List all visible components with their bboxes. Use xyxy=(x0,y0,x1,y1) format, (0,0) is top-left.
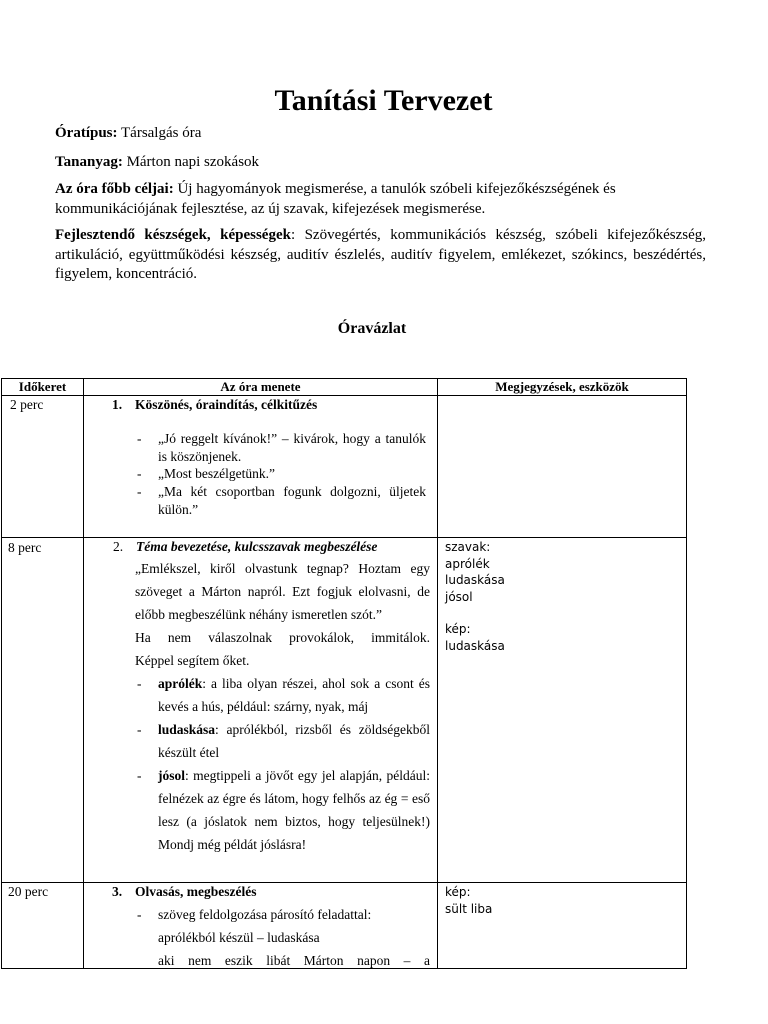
skills-value: : Szövegértés, kommunikációs készség, szóbeli kifejezőkészség, artikuláció, együttműködési készség, auditív észlelés, auditív figyelem, emlékezet, szókincs, beszédértés, figyelem, koncentráció. xyxy=(55,227,706,282)
goals-paragraph xyxy=(55,180,706,219)
matching-pair-line: aki nem eszik libát Márton napon – a xyxy=(158,952,430,968)
lesson-type-label: Óratípus: xyxy=(55,125,118,141)
vocabulary-label: szavak: xyxy=(445,540,491,554)
goals-label: Az óra főbb céljai: xyxy=(55,181,174,197)
vocabulary-word: jósol xyxy=(445,589,473,604)
step-number: 2. xyxy=(113,539,124,554)
procedure-cell xyxy=(84,883,438,968)
vocabulary-definition: : megtippeli a jövőt egy jel alapján, például: felnézek az égre és látom, hogy felhős az ég = eső lesz (a jóslatok nem biztos, hogy teljesülnek!) Mondj még példát jóslásra! xyxy=(158,768,430,852)
topic-label: Tananyag: xyxy=(55,154,123,170)
vocabulary-item xyxy=(137,672,430,718)
step-content xyxy=(135,557,430,856)
lesson-type-line xyxy=(55,124,706,144)
table-row xyxy=(2,883,687,969)
step-number: 1. xyxy=(112,397,123,412)
vocabulary-word: ludaskása xyxy=(445,573,505,587)
list-item-text: - szöveg feldolgozása párosító feladattal: xyxy=(158,906,372,922)
picture-item: sült liba xyxy=(445,901,493,916)
vocabulary-item xyxy=(137,764,430,856)
notes-content xyxy=(445,539,505,654)
skills-label: Fejlesztendő készségek, képességek xyxy=(55,227,291,243)
goals-value: Új hagyományok megismerése, a tanulók szóbeli kifejezőkészségének és kommunikációjának fejlesztése, az új szavak, kifejezések megismerése. xyxy=(55,181,616,217)
vocabulary-term: ludaskása xyxy=(158,722,216,737)
step-heading: Olvasás, megbeszélés xyxy=(135,884,257,899)
vocabulary-definition: : aprólékból, rizsből és zöldségekből készült étel xyxy=(158,722,430,760)
time-value: 8 perc xyxy=(8,540,42,555)
notes-cell xyxy=(438,396,687,537)
lesson-plan-table xyxy=(1,378,687,969)
topic-line xyxy=(55,153,706,173)
step-bullet-list xyxy=(137,430,426,519)
lesson-type-value: Társalgás óra xyxy=(121,125,202,141)
instruction-line: Képpel segítem őket. xyxy=(135,653,250,668)
document-title: Tanítási Tervezet xyxy=(274,84,493,117)
vocabulary-list xyxy=(137,672,430,856)
step-bullet-list xyxy=(137,903,430,969)
vocabulary-definition: : a liba olyan részei, ahol sok a csont és kevés a hús, például: szárny, nyak, máj xyxy=(158,676,430,714)
time-cell xyxy=(2,883,84,968)
list-item: - „Jó reggelt kívánok!” – kivárok, hogy a tanulók is köszönjenek. xyxy=(137,430,426,465)
vocabulary-item xyxy=(137,718,430,764)
column-header-procedure: Az óra menete xyxy=(84,379,438,395)
table-row xyxy=(2,538,687,883)
skills-paragraph xyxy=(55,226,706,285)
procedure-cell xyxy=(84,396,438,537)
teacher-instructions xyxy=(135,626,430,672)
time-cell xyxy=(2,396,84,537)
step-heading: Köszönés, óraindítás, célkitűzés xyxy=(135,397,318,412)
time-value: 20 perc xyxy=(8,884,49,899)
procedure-cell xyxy=(84,538,438,882)
step-number: 3. xyxy=(112,884,123,899)
table-header-row xyxy=(2,379,687,396)
notes-content xyxy=(445,884,492,917)
vocabulary-term: jósol xyxy=(158,768,185,783)
teacher-quote: „Emlékszel, kiről olvastunk tegnap? Hoztam egy szöveget a Márton napról. Ezt fogjuk elolvasni, de előbb megbeszélünk néhány ismeretlen szót.” xyxy=(135,561,430,622)
topic-value: Márton napi szokások xyxy=(126,154,260,170)
time-cell xyxy=(2,538,84,882)
picture-item: ludaskása xyxy=(445,638,505,653)
instruction-line: Ha nem válaszolnak provokálok, immitálok. xyxy=(135,630,430,645)
table-row xyxy=(2,396,687,538)
notes-cell xyxy=(438,538,687,882)
vocabulary-word: aprólék xyxy=(445,556,490,571)
outline-title: Óravázlat xyxy=(337,320,407,337)
matching-pair-line: aprólékból készül – ludaskása xyxy=(158,929,320,945)
list-item: - „Most beszélgetünk.” xyxy=(137,465,426,483)
column-header-time: Időkeret xyxy=(2,379,84,395)
list-item xyxy=(137,903,430,969)
step-heading: Téma bevezetése, kulcsszavak megbeszélése xyxy=(136,539,378,554)
notes-cell xyxy=(438,883,687,968)
time-value: 2 perc xyxy=(10,397,44,412)
vocabulary-term: aprólék xyxy=(158,676,203,691)
picture-label: kép: xyxy=(445,885,471,899)
picture-label: kép: xyxy=(445,622,471,636)
list-item: - „Ma két csoportban fogunk dolgozni, üljetek külön.” xyxy=(137,483,426,518)
column-header-notes: Megjegyzések, eszközök xyxy=(438,379,687,395)
